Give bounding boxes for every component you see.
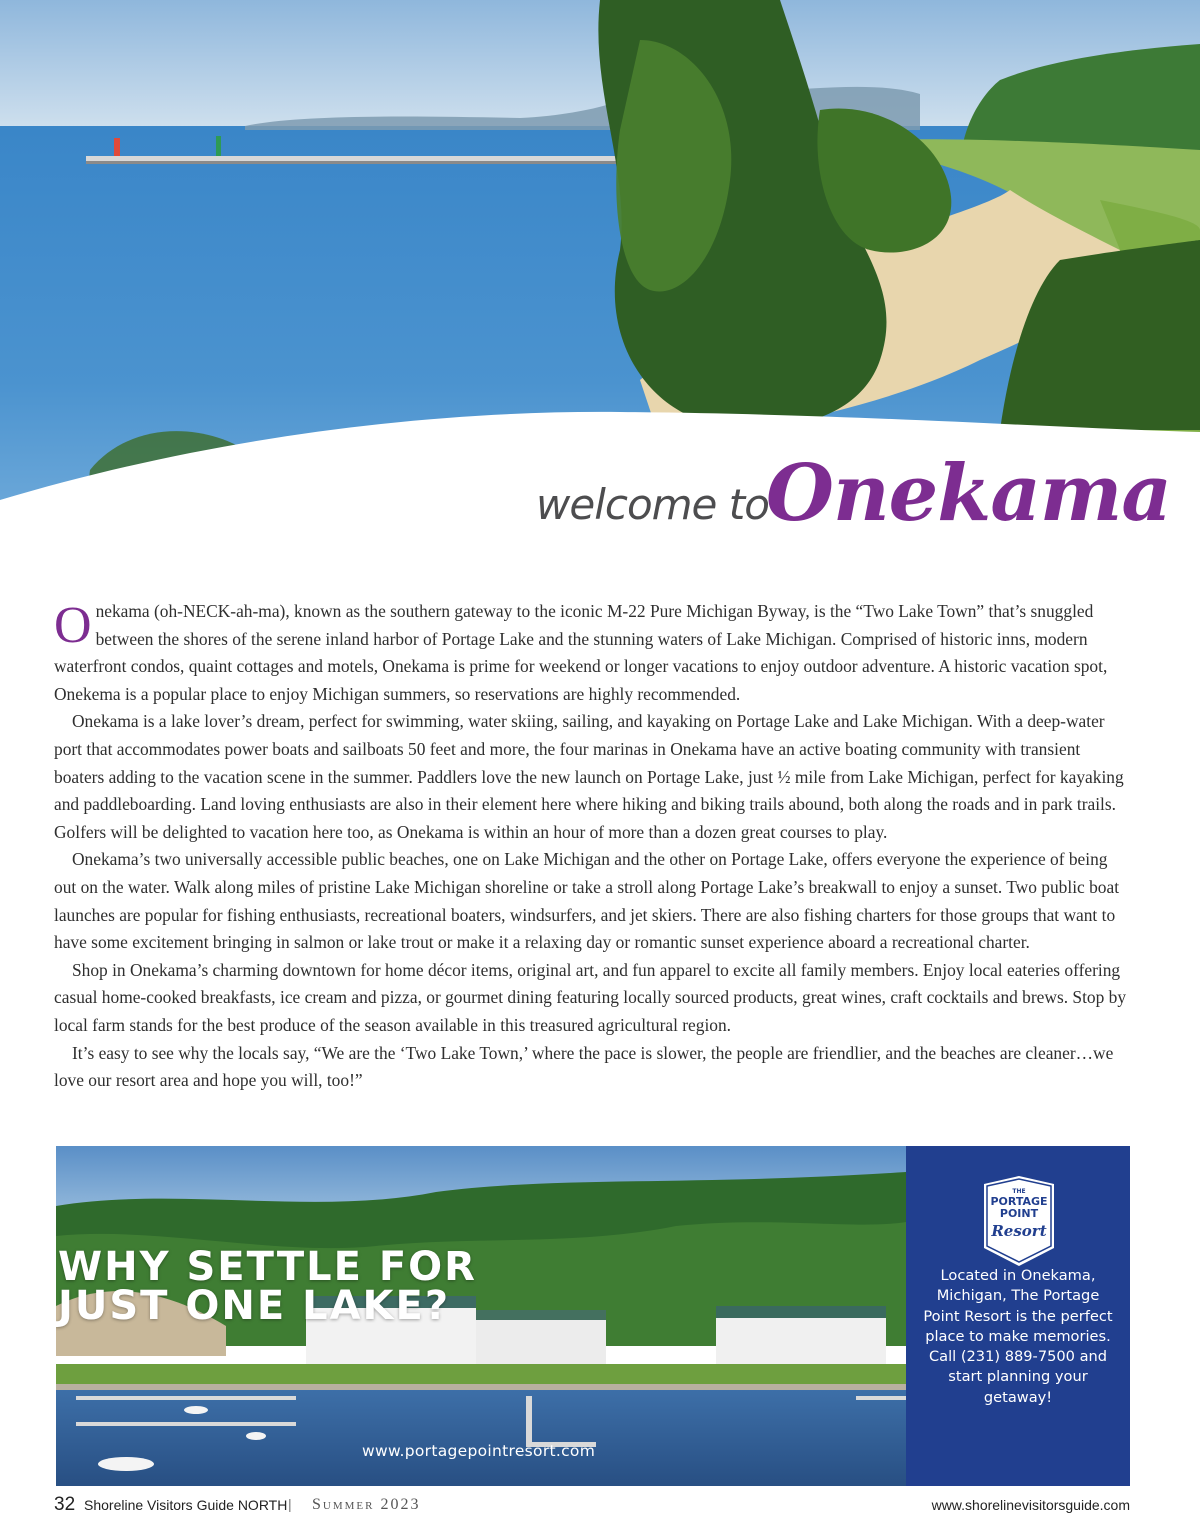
ad-headline-line-2: JUST ONE LAKE? bbox=[58, 1283, 451, 1329]
publication-name: Shoreline Visitors Guide NORTH bbox=[84, 1497, 288, 1513]
page-footer bbox=[54, 1494, 1130, 1524]
article-paragraph-3: Onekama’s two universally accessible public beaches, one on Lake Michigan and the other on Portage Lake, offers everyone the experience of being out on the water. Walk along miles of pristine Lake Michigan shoreline or take a stroll along Portage Lake’s breakwall to enjoy a sunset. Two public boat launches are popular for fishing enthusiasts, recreational boaters, windsurfers, and jet skiers. There are also fishing charters for those groups that want to have some excitement bringing in salmon or lake trout or make it a relaxing day or romantic sunset experience aboard a recreational charter. bbox=[54, 849, 1120, 953]
logo-resort: Resort bbox=[991, 1222, 1047, 1240]
welcome-heading bbox=[536, 448, 1171, 558]
welcome-town-name: Onekama bbox=[766, 448, 1171, 539]
article-paragraph-4: Shop in Onekama’s charming downtown for home décor items, original art, and fun apparel to excite all family members. Enjoy local eateries offering casual home-cooked breakfasts, ice cream and pizza, or gourmet dining featuring locally sourced products, great wines, craft cocktails and brews. Stop by local farm stands for the best produce of the season available in this treasured agricultural region. bbox=[54, 959, 1127, 1035]
article-paragraph-5: It’s easy to see why the locals say, “We are the ‘Two Lake Town,’ where the pace is slower, the people are friendlier, and the beaches are cleaner…we love our resort area and hope you will, too!” bbox=[54, 1042, 1114, 1091]
footer-website-link[interactable]: www.shorelinevisitorsguide.com bbox=[931, 1497, 1130, 1513]
article-paragraph-1 bbox=[54, 598, 1130, 708]
drop-cap: O bbox=[54, 597, 92, 654]
ad-headline-line-1: WHY SETTLE FOR bbox=[58, 1244, 477, 1290]
portage-point-resort-logo bbox=[978, 1174, 1060, 1270]
article-paragraph-2: Onekama is a lake lover’s dream, perfect for swimming, water skiing, sailing, and kayaking on Portage Lake and Lake Michigan. With a deep-water port that accommodates power boats and sailboats 50 feet and more, the four marinas in Onekama have an active boating community with transient boaters adding to the vacation scene in the summer. Paddlers love the new launch on Portage Lake, just ½ mile from Lake Michigan, perfect for kayaking and paddleboarding. Land loving enthusiasts are also in their element here where hiking and biking trails abound, both along the roads and in park trails. Golfers will be delighted to vacation here too, as Onekama is within an hour of more than a dozen great courses to play. bbox=[54, 711, 1124, 842]
welcome-lead-text: welcome to bbox=[536, 480, 769, 529]
footer-separator: | bbox=[288, 1496, 292, 1512]
ad-headline bbox=[58, 1244, 477, 1329]
portage-point-resort-ad[interactable] bbox=[56, 1146, 1130, 1486]
page-number: 32 bbox=[54, 1494, 76, 1515]
logo-point: POINT bbox=[999, 1207, 1039, 1220]
logo-portage: PORTAGE bbox=[990, 1195, 1048, 1208]
ad-body-copy: Located in Onekama, Michigan, The Portage Point Resort is the perfect place to make memories. Call (231) 889-7500 and start planning your getaway! bbox=[923, 1267, 1113, 1406]
article-paragraph-1-text: nekama (oh-NECK-ah-ma), known as the southern gateway to the iconic M-22 Pure Michigan Byway, is the “Two Lake Town” that’s snuggled between the shores of the serene inland harbor of Portage Lake and the stunning waters of Lake Michigan. Comprised of historic inns, modern waterfront condos, quaint cottages and motels, Onekama is prime for weekend or longer vacations to enjoy outdoor adventure. A historic vacation spot, Onekema is a popular place to enjoy Michigan summers, so reservations are highly recommended. bbox=[54, 601, 1108, 704]
issue-label: Summer 2023 bbox=[312, 1496, 421, 1513]
resort-website-link[interactable]: www.portagepointresort.com bbox=[362, 1442, 596, 1460]
ad-info-panel bbox=[906, 1146, 1130, 1486]
article-body bbox=[54, 598, 1130, 1095]
logo-the: THE bbox=[1012, 1188, 1026, 1195]
